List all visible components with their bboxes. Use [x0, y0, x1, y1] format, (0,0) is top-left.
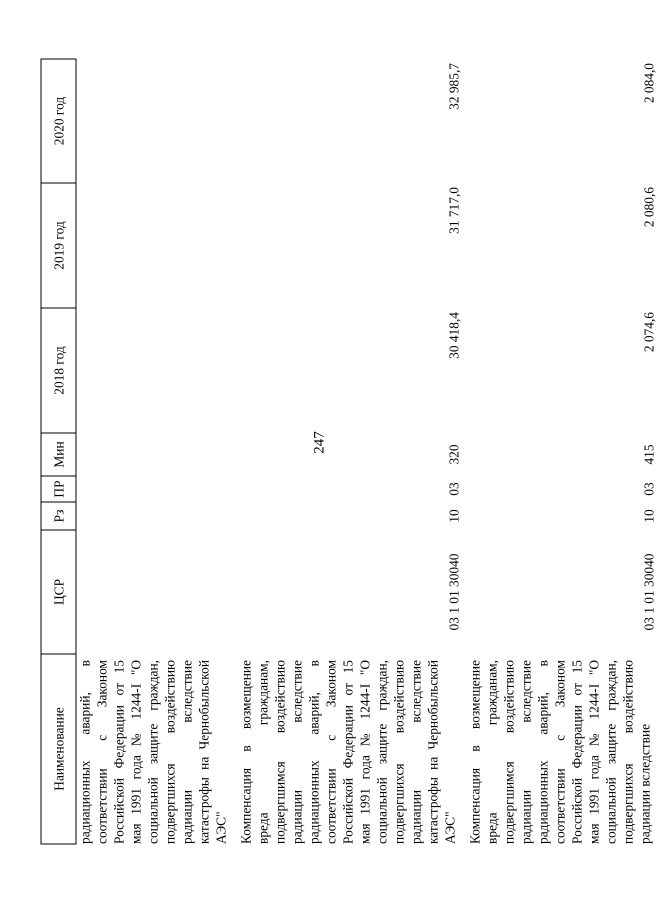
row-2020 — [76, 59, 234, 183]
row-2020: 2 084,0 — [641, 63, 656, 104]
header-2020: 2020 год — [41, 59, 76, 183]
row-2018: 2 074,6 — [641, 312, 656, 353]
row-2018 — [76, 308, 234, 433]
row-2020: 32 985,7 — [446, 63, 461, 110]
row-name: радиационных аварий, в соответствии с Законом Российской Федерации от 15 мая 1991 года № 1244-I "О социальной защите граждан, подвергшихся воздействию радиации вследствие катастрофы на Чернобыльской АЭС" — [77, 660, 228, 844]
table-row — [76, 59, 234, 844]
header-2018: 2018 год — [41, 308, 76, 433]
row-2018: 30 418,4 — [446, 312, 461, 359]
header-csr: ЦСР — [41, 530, 76, 654]
header-2019: 2019 год — [41, 183, 76, 308]
header-pr: ПР — [41, 476, 76, 502]
table-row — [462, 59, 657, 844]
row-name: Компенсация в возмещение вреда гражданам, подвергшимся воздействию радиации вследствие радиационных аварий, в соответствии с Законом Российской Федерации от 15 мая 1991 года № 1244-I "О социальной защите граждан, подвергшихся воздействию радиации вследствие — [467, 660, 652, 844]
header-name: Наименование — [41, 654, 76, 844]
row-pr — [76, 476, 234, 502]
header-rz: Рз — [41, 502, 76, 530]
table-header-row — [41, 59, 76, 844]
row-2019: 31 717,0 — [446, 187, 461, 234]
row-csr: 03 1 01 30040 — [641, 553, 656, 631]
row-pr: 03 — [641, 482, 656, 496]
row-pr: 03 — [446, 482, 461, 496]
row-2019 — [76, 183, 234, 308]
row-min: 320 — [446, 444, 461, 465]
row-min — [76, 433, 234, 476]
row-2019: 2 080,6 — [641, 187, 656, 228]
row-csr — [76, 530, 234, 654]
row-min: 415 — [641, 444, 656, 465]
row-rz: 10 — [641, 509, 656, 523]
row-csr: 03 1 01 30040 — [446, 553, 461, 631]
rotated-table-container — [40, 60, 656, 845]
row-rz — [76, 502, 234, 530]
budget-table — [40, 59, 657, 845]
page-number: 247 — [311, 431, 328, 454]
row-rz: 10 — [446, 509, 461, 523]
row-name: Компенсация в возмещение вреда гражданам, подвергшимся воздействию радиации вследствие радиационных аварий, в соответствии с Законом Российской Федерации от 15 мая 1991 года № 1244-I "О социальной защите граждан, подвергшихся воздействию радиации вследствие катастрофы на Чернобыльской АЭС" — [238, 660, 457, 844]
table-row — [233, 59, 462, 844]
header-min: Мин — [41, 433, 76, 476]
